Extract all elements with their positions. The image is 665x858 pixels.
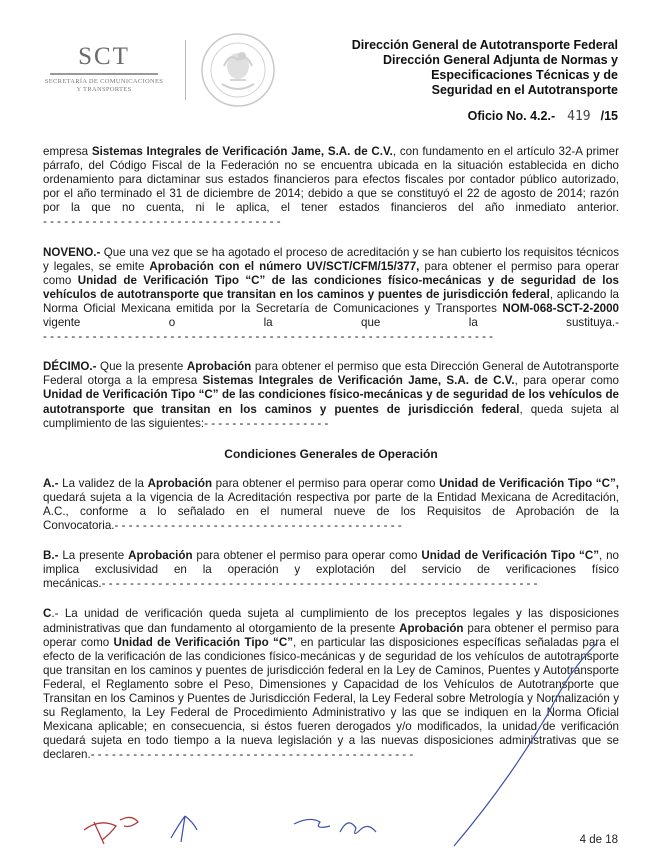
text-run: Que la presente <box>96 360 187 374</box>
text-run: para obtener el permiso que esta Dirección General de Autotransporte Federal otorga a la empresa <box>43 360 619 388</box>
company-name: Sistemas Integrales de Verificación Jame, S.A. de C.V. <box>202 374 515 388</box>
section-heading: Condiciones Generales de Operación <box>224 446 438 461</box>
clause-label: A.- <box>43 476 59 490</box>
paragraph-octavo-continuation <box>43 145 619 230</box>
sct-logo-subtitle-2: Y TRANSPORTES <box>76 86 132 93</box>
text-run: , para operar como <box>514 374 619 388</box>
initials-signature-2 <box>165 808 205 848</box>
company-name: Sistemas Integrales de Verificación Jame, S.A. de C.V. <box>91 145 393 158</box>
mexican-coat-of-arms-seal-icon <box>200 32 276 108</box>
dash-filler: - - - - - - - - - - - - - - - - - - - - - - - - - - - - - - - - - - - - - - - - - - - - - - - - - - - - - - - - - - - - - - <box>101 577 538 591</box>
text-run: La validez de la <box>58 476 148 490</box>
norm-code: NOM-068-SCT-2-2000 <box>502 301 619 315</box>
approval-word: Aprobación <box>186 360 252 374</box>
text-run: .- La unidad de verificación queda sujeta al cumplimiento de los preceptos legales y las disposiciones administrativas que dan fundamento al otorgamiento de la presente <box>43 607 619 635</box>
clause-label: B.- <box>43 549 59 563</box>
clause-label: DÉCIMO.- <box>43 360 97 374</box>
agency-line-4: Seguridad en el Autotransporte <box>431 83 618 97</box>
approval-word: Aprobación <box>147 476 213 490</box>
dash-filler: - - - - - - - - - - - - - - - - - - - - - - - - - - - - - - - - - - - - - - - - - - - - - - <box>90 748 414 762</box>
initials-signature-1 <box>80 804 150 844</box>
letterhead <box>0 0 665 140</box>
unit-type: Unidad de Verificación Tipo “C”, <box>439 476 619 490</box>
dash-filler: - - - - - - - - - - - - - - - - - - - - - - - - - - - - - - - - - - - - - - - - - <box>114 519 402 533</box>
oficio-label: Oficio No. 4.2.- <box>467 109 556 123</box>
text-run: , no implica exclusividad en la operación y explotación del servicio de verificaciones físico mecánicas. <box>43 549 619 591</box>
condition-a <box>43 477 619 533</box>
unit-type: Unidad de Verificación Tipo “C” <box>113 635 294 649</box>
text-run: para obtener el permiso para operar como <box>192 549 422 563</box>
text-run: Que una vez que se ha agotado el proceso de acreditación y se han cubierto los requisitos técnicos y legales, se emite <box>43 245 619 273</box>
text-run: La presente <box>58 549 129 563</box>
agency-name <box>318 38 618 98</box>
sct-logo-rule <box>50 73 158 75</box>
text-run: vigente o la que la sustituya.- <box>43 316 619 330</box>
agency-line-3: Especificaciones Técnicas y de <box>431 68 618 82</box>
text-run: para obtener el permiso para operar como <box>212 476 440 490</box>
sct-logo-text: SCT <box>78 43 130 70</box>
text-run: , aplicando la Norma Oficial Mexicana emitida por la Secretaría de Comunicaciones y Transportes <box>43 287 619 315</box>
sct-logo <box>34 44 174 94</box>
text-run: quedará sujeta a la vigencia de la Acreditación respectiva por parte de la Entidad Mexicana de Acreditación, A.C., conforme a lo señalado en el numeral nueve de los Requisitos de Aprobación de la Convocatoria. <box>43 490 619 533</box>
approval-number: Aprobación con el número UV/SCT/CFM/15/377, <box>149 259 420 273</box>
initials-signature-3 <box>290 808 390 844</box>
text-run: para obtener el permiso para operar como <box>43 621 619 649</box>
approval-word: Aprobación <box>399 621 464 635</box>
text-run: , queda sujeta al cumplimiento de las siguientes: <box>43 402 619 430</box>
text-run: , en particular las disposiciones específicas señaladas para el efecto de la verificación de las condiciones físico-mecánicas y de seguridad de los vehículos de autotransporte que transitan en los caminos y puentes de jurisdicción federal en la Ley de Caminos, Puentes y Autotransporte Federal, el Reglamento sobre el Peso, Dimensiones y Capacidad de los Vehículos de Autotransporte que Transitan en los Caminos y Puentes de Jurisdicción Federal, la Ley Federal sobre Metrología y Normalización y su Reglamento, la Ley Federal de Procedimiento Administrativo y las que se indiquen en la Norma Oficial Mexicana aplicable; en consecuencia, si éstos fueren derogados y/o modificados, la unidad de verificación quedará sujeta en todo tiempo a la nueva legislación y a las nuevas disposiciones administrativas que se declaren. <box>43 635 619 762</box>
unit-type: Unidad de Verificación Tipo “C” <box>421 549 599 563</box>
dash-filler: - - - - - - - - - - - - - - - - - - <box>204 416 329 430</box>
sct-logo-subtitle-1: SECRETARÍA DE COMUNICACIONES <box>44 78 164 85</box>
dash-filler: - - - - - - - - - - - - - - - - - - - - - - - - - - - - - - - - - - - - - - - - - - - - - - - - - - - - - - - - - - - - - - - - <box>43 330 494 344</box>
logo-divider <box>185 40 186 100</box>
page-footer <box>0 790 665 858</box>
oficio-year: /15 <box>600 109 618 123</box>
clause-label: C <box>43 607 52 621</box>
paragraph-noveno <box>43 246 619 345</box>
text-run: empresa <box>43 145 92 158</box>
condition-b <box>43 549 619 591</box>
clause-label: NOVENO.- <box>43 245 101 259</box>
signature-stroke <box>450 640 600 850</box>
agency-line-2: Dirección General Adjunta de Normas y <box>382 53 618 67</box>
unit-type: Unidad de Verificación Tipo “C” de las condiciones físico-mecánicas y de seguridad de los vehículos de autotransporte que transitan en los caminos y puentes de jurisdicción federal <box>43 388 619 416</box>
oficio-reference <box>468 109 618 124</box>
oficio-number: 419 <box>567 109 591 124</box>
text-run: para obtener el permiso para operar como <box>43 259 619 287</box>
text-run: , con fundamento en el artículo 32-A primer párrafo, del Código Fiscal de la Federación no se encuentra ubicada en la situación establecida en dicho ordenamiento para dictaminar sus estados financieros para efectos fiscales por contador público autorizado, por el año terminado el 31 de diciembre de 2014; debido a que se constituyó el 22 de agosto de 2014; razón por la que no cuenta, ni le aplica, el tener estados financieros del año inmediato anterior. <box>43 145 619 215</box>
dash-filler: - - - - - - - - - - - - - - - - - - - - - - - - - - - - - - - - - - <box>43 215 281 229</box>
page-number: 4 de 18 <box>579 834 618 846</box>
agency-line-1: Dirección General de Autotransporte Federal <box>351 38 618 52</box>
paragraph-decimo <box>43 360 619 430</box>
approval-word: Aprobación <box>128 549 193 563</box>
unit-type: Unidad de Verificación Tipo “C” de las condiciones físico-mecánicas y de seguridad de los vehículos de autotransporte que transitan en los caminos y puentes de jurisdicción federal <box>43 273 619 301</box>
